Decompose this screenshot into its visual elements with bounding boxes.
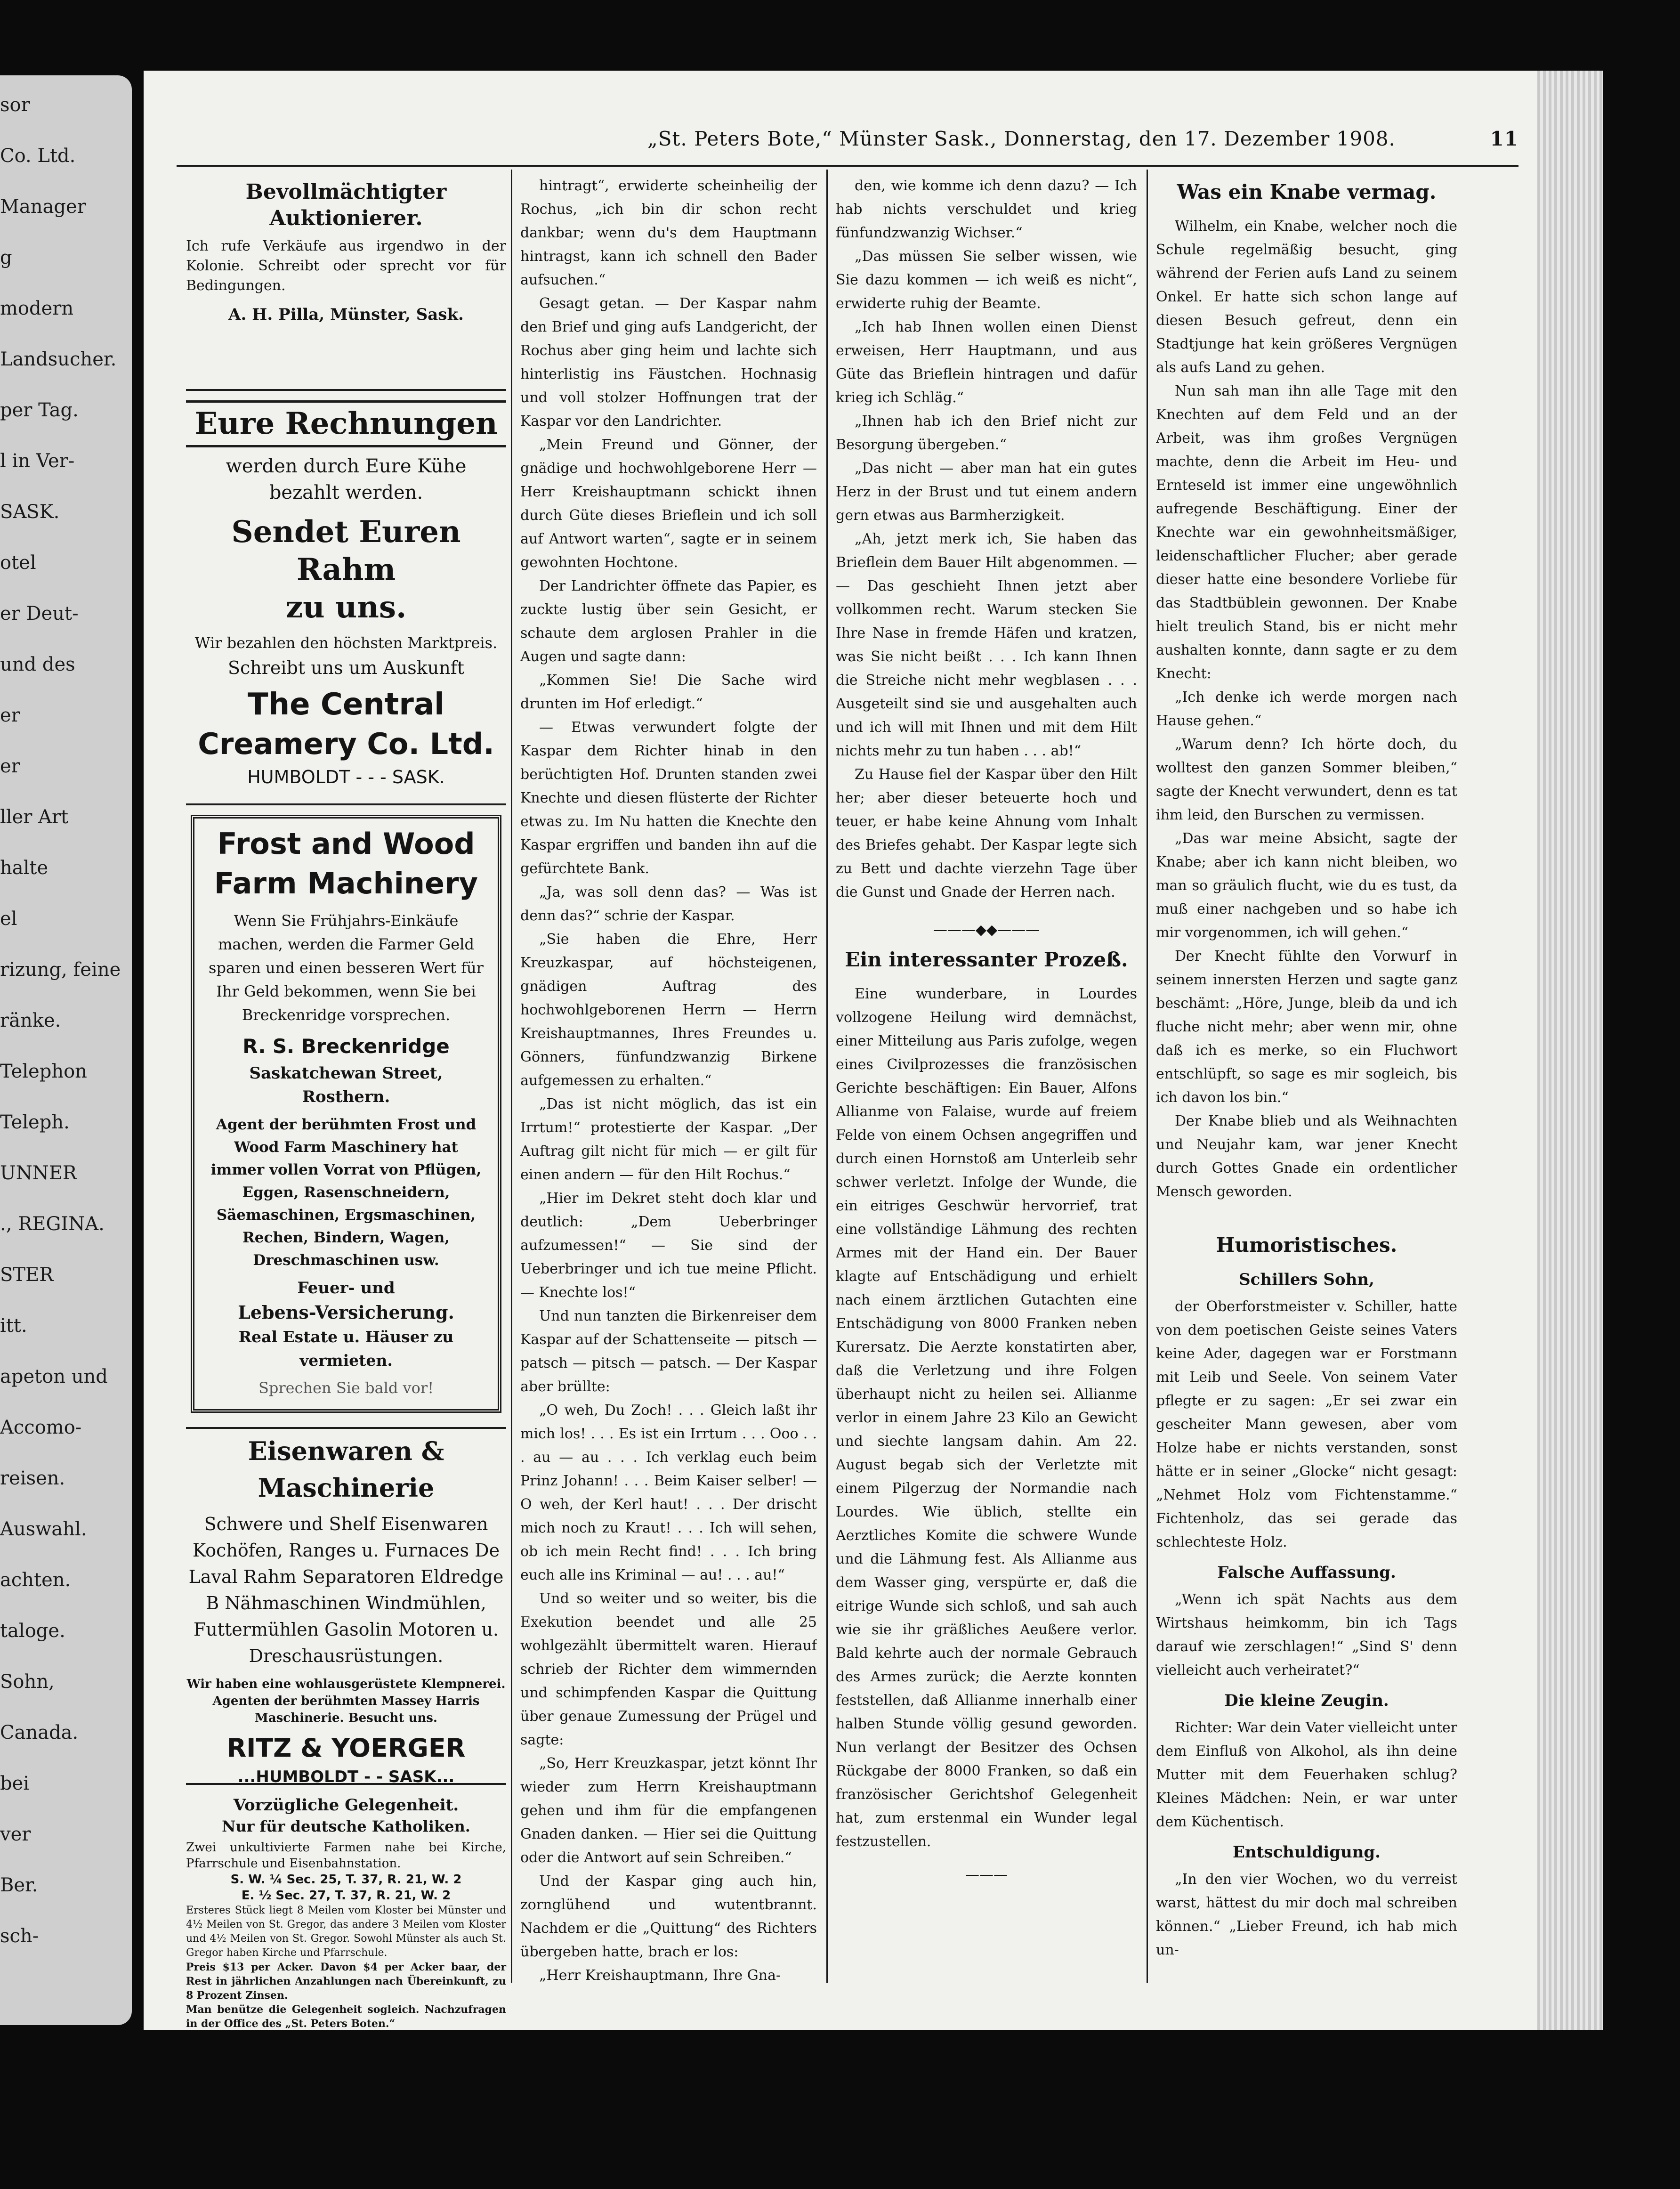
story-paragraph: „Sie haben die Ehre, Herr Kreuzkaspar, auf höchsteigenen, gnädigen Auftrag des hochwohlgeborenen Herrn — Herrn Kreishauptmannes, Ihres Freundes u. Gönners, fünfundzwanzig Birkene aufgemessen zu erhalten.“ [520, 931, 817, 1089]
humor-item-title: Entschuldigung. [1232, 1843, 1381, 1862]
ad-opportunity-lot2: E. ½ Sec. 27, T. 37, R. 21, W. 2 [241, 1889, 451, 1903]
column-rule [1147, 170, 1148, 1983]
story-paragraph: „Kommen Sie! Die Sache wird drunten im Hof erledigt.“ [520, 672, 817, 712]
left-page-text: Sohn, [0, 1671, 55, 1693]
story-paragraph: Und so weiter und so weiter, bis die Exekution beendet und alle 25 wohlgezählt übermittelt waren. Hierauf schrieb der Richter dem wimmernden und schimpfenden Kaspar die Quittung über genaue Zumessung der Prügel und sagte: [520, 1590, 817, 1748]
left-page-text: el [0, 908, 17, 930]
left-page-text: Manager [0, 196, 86, 218]
ad-creamery-line3: Wir bezahlen den höchsten Marktpreis. [194, 634, 498, 652]
humor-item-text: „Wenn ich spät Nachts aus dem Wirtshaus heimkomm, bin ich Tags darauf wie zerschlagen!“ „Sind S' denn vielleicht auch verheiratet?“ [1156, 1591, 1457, 1678]
ad-ironware [186, 1427, 506, 1785]
story-paragraph: „Ihnen hab ich den Brief nicht zur Besorgung übergeben.“ [836, 413, 1137, 453]
story-paragraph: „Mein Freund und Gönner, der gnädige und hochwohlgeborene Herr — Herr Kreishauptmann schickt ihnen durch Güte dieses Brieflein und ich soll auf Antwort warten“, sagte er in seinem gewohnten Hochtone. [520, 437, 817, 571]
left-page-fragment [0, 75, 132, 2025]
left-page-text: Landsucher. [0, 349, 117, 370]
left-page-text: ränke. [0, 1010, 61, 1031]
story-paragraph: Gesagt getan. — Der Kaspar nahm den Brief und ging aufs Landgericht, der Rochus aber ging heim und lachte sich hinterlistig ins Fäustchen. Hochnasig und voll stolzer Hoffnungen trat der Kaspar vor den Landrichter. [520, 295, 817, 430]
knabe-paragraph: Der Knabe blieb und als Weihnachten und Neujahr kam, war jener Knecht durch Gottes Gnade ein ordentlicher Mensch geworden. [1156, 1113, 1457, 1200]
page-header [511, 127, 1518, 160]
story-paragraph: den, wie komme ich denn dazu? — Ich hab nichts verschuldet und krieg fünfundzwanzig Wichser.“ [836, 178, 1137, 241]
ad-creamery [186, 400, 506, 805]
left-page-text: er [0, 705, 20, 726]
ad-opportunity [186, 1794, 506, 2030]
ad-auctioneer-title: Bevollmächtigter Auktionierer. [245, 180, 447, 230]
ad-ironware-place: ...HUMBOLDT - - SASK... [237, 1767, 455, 1786]
story-paragraph: „Hier im Dekret steht doch klar und deutlich: „Dem Ueberbringer aufzumessen!“ — Sie sind der Ueberbringer und ich tue meine Pflicht. — Knechte los!“ [520, 1190, 817, 1301]
left-page-text: Telephon [0, 1061, 87, 1082]
story-paragraph: „Ich hab Ihnen wollen einen Dienst erweisen, Herr Hauptmann, und aus Güte das Brieflein hintragen und dafür krieg ich Schläg.“ [836, 319, 1137, 406]
ad-ironware-small: Wir haben eine wohlausgerüstete Klempnerei. Agenten der berühmten Massey Harris Maschinerie. Besucht uns. [186, 1677, 506, 1725]
ad-creamery-company2: Creamery Co. Ltd. [198, 727, 494, 761]
page-edge [1537, 71, 1603, 2030]
knabe-paragraph: „Warum denn? Ich hörte doch, du wolltest den ganzen Sommer bleiben,“ sagte der Knecht verwundert, denn es tat ihm leid, den Burschen zu vermissen. [1156, 736, 1457, 823]
left-page-text: rizung, feine [0, 959, 121, 981]
ad-creamery-line2: bezahlt werden. [269, 482, 423, 503]
prozess-title: Ein interessanter Prozeß. [845, 948, 1128, 971]
story-paragraph: — Etwas verwundert folgte der Kaspar dem Richter hinab in den berüchtigten Hof. Drunten standen zwei Knechte und diesen flüsterte der Richter etwas zu. Im Nu hatten die Knechte den Kaspar ergriffen und banden ihn auf die gefürchtete Bank. [520, 719, 817, 877]
story-paragraph: Der Landrichter öffnete das Papier, es zuckte lustig über sein Gesicht, er schaute dem arglosen Prahler in die Augen und sagte dann: [520, 578, 817, 665]
ad-creamery-big2: zu uns. [285, 590, 407, 625]
left-page-text: reisen. [0, 1467, 65, 1489]
newspaper-page [144, 71, 1537, 2030]
left-page-text: und des [0, 654, 75, 675]
ad-opportunity-details: Ersteres Stück liegt 8 Meilen vom Kloster bei Münster und 4½ Meilen von St. Gregor, das andere 3 Meilen vom Kloster und 4½ Meilen von St. Gregor. Sowohl Münster als auch St. Gregor haben Kirche und Pfarrschule. [186, 1905, 506, 1959]
ad-creamery-big1: Sendet Euren Rahm [231, 514, 461, 587]
story-paragraph: Zu Hause fiel der Kaspar über den Hilt her; aber dieser beteuerte hoch und teuer, er habe keine Ahnung vom Inhalt des Briefes gehabt. Der Kaspar legte sich zu Bett und dachte vierzehn Tage über die Gunst und Gnade der Herren nach. [836, 766, 1137, 900]
story-paragraph: Und der Kaspar ging auch hin, zornglühend und wutentbrannt. Nachdem er die „Quittung“ des Richters übergeben hatte, brach er los: [520, 1873, 817, 1960]
left-page-text: halte [0, 857, 48, 879]
story-paragraph: „Ja, was soll denn das? — Was ist denn das?“ schrie der Kaspar. [520, 884, 817, 924]
humor-item-title: Die kleine Zeugin. [1224, 1691, 1389, 1710]
ad-frost-wood-estate: Real Estate u. Häuser zu vermieten. [238, 1328, 454, 1370]
left-page-text: STER [0, 1264, 54, 1286]
ad-opportunity-contact: Man benütze die Gelegenheit sogleich. Nachzufragen in der Office des „St. Peters Boten.“ [186, 2003, 506, 2030]
ad-frost-wood-name: R. S. Breckenridge [242, 1035, 450, 1058]
left-page-text: sch- [0, 1925, 39, 1947]
section-divider: ———◆◆——— [933, 922, 1040, 938]
knabe-paragraph: „Ich denke ich werde morgen nach Hause gehen.“ [1156, 689, 1457, 729]
header-rule [177, 165, 1518, 167]
ad-ironware-company: RITZ & YOERGER [226, 1733, 466, 1763]
knabe-paragraph: Wilhelm, ein Knabe, welcher noch die Schule regelmäßig besucht, ging während der Ferien aufs Land zu seinem Onkel. Er hatte sich schon lange auf diesen Besuch gefreut, denn ein Stadtjunge hat kein größeres Vergnügen als aufs Land zu gehen. [1156, 218, 1457, 376]
left-page-text: otel [0, 552, 36, 574]
knabe-paragraph: „Das war meine Absicht, sagte der Knabe; aber ich kann nicht bleiben, wo man so gräulich flucht, wie du es tust, da muß einer nachgeben und so habe ich mir vorgenommen, ich will gehen.“ [1156, 830, 1457, 941]
ad-frost-wood-insurance2: Lebens-Versicherung. [238, 1302, 454, 1323]
story-paragraph: „Ah, jetzt merk ich, Sie haben das Brieflein dem Bauer Hilt abgenommen. — — Das geschieht Ihnen jetzt aber vollkommen recht. Warum stecken Sie Ihre Nase in fremde Häfen und kratzen, was Sie nicht beißt . . . Ich kann Ihnen die Streiche nicht mehr wegblasen . . . Ausgeteilt sind sie und ausgehalten auch und ich will mit Ihnen und mit dem Hilt nichts mehr zu tun haben . . . ab!“ [836, 531, 1137, 759]
left-page-text: Ber. [0, 1874, 38, 1896]
left-page-text: per Tag. [0, 399, 79, 421]
ad-opportunity-lot1: S. W. ¼ Sec. 25, T. 37, R. 21, W. 2 [230, 1873, 462, 1887]
left-page-text: Auswahl. [0, 1518, 87, 1540]
header-date: „St. Peters Bote,“ Münster Sask., Donnerstag, den 17. Dezember 1908. [647, 127, 1396, 150]
left-page-text: Teleph. [0, 1111, 70, 1133]
left-page-text: taloge. [0, 1620, 65, 1642]
story-paragraph: hintragt“, erwiderte scheinheilig der Rochus, „ich bin dir schon recht dankbar; wenn du's dem Hauptmann hintragst, kann ich schnell den Bader aufsuchen.“ [520, 178, 817, 288]
story-paragraph: Und nun tanzten die Birkenreiser dem Kaspar auf der Schattenseite — pitsch — patsch — pitsch — patsch. — Der Kaspar aber brüllte: [520, 1308, 817, 1395]
ad-frost-wood-insurance1: Feuer- und [297, 1279, 395, 1297]
left-page-text: ller Art [0, 806, 69, 828]
column-rule [826, 170, 828, 1983]
ad-creamery-place: HUMBOLDT - - - SASK. [247, 767, 445, 787]
ad-frost-wood-title2: Farm Machinery [214, 866, 478, 900]
page-number: 11 [1490, 127, 1518, 150]
humor-item-text: „In den vier Wochen, wo du verreist warst, hättest du mir doch mal schreiben können.“ „Lieber Freund, ich hab mich un- [1156, 1871, 1457, 1958]
left-page-text: sor [0, 94, 30, 116]
left-page-text: g [0, 247, 12, 268]
ad-ironware-title: Eisenwaren & Maschinerie [248, 1436, 444, 1503]
left-page-text: Co. Ltd. [0, 145, 76, 167]
column-rule [511, 170, 512, 1983]
ad-opportunity-subtitle: Nur für deutsche Katholiken. [222, 1817, 470, 1835]
left-page-text: Accomo- [0, 1417, 82, 1438]
ad-auctioneer-body: Ich rufe Verkäufe aus irgendwo in der Kolonie. Schreibt oder sprecht vor für Bedingungen. [186, 238, 506, 294]
story-column-4 [1156, 174, 1457, 2058]
story-paragraph: „So, Herr Kreuzkaspar, jetzt könnt Ihr wieder zum Herrn Kreishauptmann gehen und ihm für die empfangenen Gnaden danken. — Hier sei die Quittung oder die Antwort auf sein Schreiben.“ [520, 1755, 817, 1866]
ad-creamery-title: Eure Rechnungen [186, 400, 506, 447]
left-page-text: apeton und [0, 1366, 108, 1387]
left-page-text: Canada. [0, 1722, 79, 1743]
knabe-paragraph: Der Knecht fühlte den Vorwurf in seinem innersten Herzen und sagte ganz beschämt: „Höre, Junge, bleib da und ich fluche nicht mehr; aber wenn mir, ohne daß ich es merke, so ein Fluchwort entschlüpft, so sage es mir sogleich, bis ich davon los bin.“ [1156, 948, 1457, 1106]
ad-frost-wood-agent: Agent der berühmten Frost und Wood Farm Maschinery hat immer vollen Vorrat von Pflügen, Eggen, Rasenschneidern, Säemaschinen, Ergsmaschinen, Rechen, Bindern, Wagen, Dreschmaschinen usw. [210, 1116, 482, 1269]
story-column-2 [520, 174, 817, 2058]
left-page-text: ., REGINA. [0, 1213, 105, 1235]
ad-creamery-line1: werden durch Eure Kühe [226, 455, 467, 477]
story-paragraph: „Herr Kreishauptmann, Ihre Gna- [539, 1967, 781, 1984]
ad-frost-wood-footer: Sprechen Sie bald vor! [258, 1379, 434, 1397]
story-column-3 [836, 174, 1137, 2058]
section-end-rule: ——— [965, 1866, 1008, 1883]
ad-opportunity-title: Vorzügliche Gelegenheit. [233, 1796, 459, 1815]
left-page-text: modern [0, 298, 74, 319]
ad-creamery-line4: Schreibt uns um Auskunft [227, 657, 465, 678]
prozess-text: Eine wunderbare, in Lourdes vollzogene Heilung wird demnächst, einer Mitteilung aus Paris zufolge, wegen eines Civilprozesses die französischen Gerichte beschäftigen: Ein Bauer, Alfons Allianme von Falaise, wurde auf freiem Felde von einem Ochsen angegriffen und durch einen Hornstoß am Unterleib sehr schwer verletzt. Infolge der Wunde, die ein eitriges Geschwür hervorrief, trat eine vollständige Lähmung des rechten Armes mit der Hand ein. Der Bauer klagte auf Entschädigung und erhielt nach einem ärztlichen Gutachten eine Entschädigung von 8000 Franken neben Kurersatz. Die Aerzte konstatirten aber, daß die Verletzung und ihre Folgen überhaupt nicht zu heilen sei. Allianme verlor in einem Jahre 23 Kilo an Gewicht und siechte langsam dahin. Am 22. August begab sich der Verletzte mit einem Pilgerzug der Normandie nach Lourdes. Wie üblich, stellte ein Aerztliches Komite die schwere Wunde und die Lähmung fest. Als Allianme aus dem Wasser ging, verspürte er, daß die eitrige Wunde sich schloß, und sah auch wie sie ihr gräßliches Aeußere verlor. Bald kehrte auch der normale Gebrauch des Armes zurück; die Aerzte konnten feststellen, daß Allianme innerhalb einer halben Stunde völlig gesund geworden. Nun verlangt der Besitzer des Ochsen Rückgabe der 8000 Franken, so daß ein französischer Gerichtshof Gelegenheit hat, zum erstenmal ein Wunder legal festzustellen. [836, 986, 1137, 1850]
left-page-text: l in Ver- [0, 450, 75, 472]
left-page-text: SASK. [0, 501, 60, 523]
left-page-text: UNNER [0, 1162, 77, 1184]
ad-opportunity-price: Preis $13 per Acker. Davon $4 per Acker baar, der Rest in jährlichen Anzahlungen nach Übereinkunft, zu 8 Prozent Zinsen. [186, 1961, 506, 2002]
ad-frost-wood [205, 824, 487, 1403]
humor-item-title: Falsche Auffassung. [1217, 1563, 1396, 1582]
left-page-text: itt. [0, 1315, 27, 1337]
ad-auctioneer [186, 179, 506, 391]
left-page-text: er Deut- [0, 603, 79, 624]
story-paragraph: „Das müssen Sie selber wissen, wie Sie dazu kommen — ich weiß es nicht“, erwiderte ruhig der Beamte. [836, 248, 1137, 312]
ad-opportunity-intro: Zwei unkultivierte Farmen nahe bei Kirche, Pfarrschule und Eisenbahnstation. [186, 1840, 506, 1871]
ad-ironware-body: Schwere und Shelf Eisenwaren Kochöfen, Ranges u. Furnaces De Laval Rahm Separatoren Eldredge B Nähmaschinen Windmühlen, Futtermühlen Gasolin Motoren u. Dreschausrüstungen. [188, 1514, 504, 1666]
ad-creamery-company1: The Central [247, 687, 445, 722]
knabe-title: Was ein Knabe vermag. [1177, 180, 1437, 203]
story-paragraph: „Das nicht — aber man hat ein gutes Herz in der Brust und tut einem andern gern etwas aus Barmherzigkeit. [836, 460, 1137, 524]
ad-frost-wood-title1: Frost and Wood [217, 827, 475, 861]
story-paragraph: „O weh, Du Zoch! . . . Gleich laßt ihr mich los! . . . Es ist ein Irrtum . . . Ooo . . . au — au . . . Ich verklag euch beim Prinz Johann! . . . Beim Kaiser selber! — O weh, der Kerl haut! . . . Der drischt mich noch zu Kraut! . . . Ich will sehen, ob ich mein Recht find! . . . Ich bring euch alle ins Kriminal — au! . . . au!“ [520, 1402, 817, 1583]
ad-frost-wood-body: Wenn Sie Frühjahrs-Einkäufe machen, werden die Farmer Geld sparen und einen besseren Wert für Ihr Geld bekommen, wenn Sie bei Breckenridge vorsprechen. [209, 912, 484, 1024]
knabe-paragraph: Nun sah man ihn alle Tage mit den Knechten auf dem Feld und an der Arbeit, was ihm großes Vergnügen machte, denn die Arbeit im Heu- und Ernteseld ist immer eine ungewöhnlich aufregende Beschäftigung. Einer der Knechte war ein gewohnheitsmäßiger, leidenschaftlicher Flucher; aber gerade dieser hatte eine besondere Vorliebe für das Stadtbüblein gewonnen. Der Knabe hielt treulich Stand, bis er nicht mehr aushalten konnte, dann sagte er zu dem Knecht: [1156, 383, 1457, 682]
humor-title: Humoristisches. [1216, 1233, 1397, 1257]
humor-item-title: Schillers Sohn, [1239, 1270, 1374, 1289]
story-paragraph: „Das ist nicht möglich, das ist ein Irrtum!“ protestierte der Kaspar. „Der Auftrag gilt nicht für mich — er gilt für einen andern — für den Hilt Rochus.“ [520, 1096, 817, 1183]
left-page-text: ver [0, 1824, 31, 1845]
humor-item-text: Richter: War dein Vater vielleicht unter dem Einfluß von Alkohol, als ihn deine Mutter mit dem Feuerhaken schlug? Kleines Mädchen: Nein, er war unter dem Küchentisch. [1156, 1719, 1457, 1830]
ad-frost-wood-address: Saskatchewan Street, Rosthern. [249, 1064, 443, 1106]
left-page-text: er [0, 755, 20, 777]
left-page-text: achten. [0, 1569, 71, 1591]
ad-auctioneer-signature: A. H. Pilla, Münster, Sask. [228, 305, 464, 324]
humor-item-text: der Oberforstmeister v. Schiller, hatte von dem poetischen Geiste seines Vaters keine Ader, dagegen war er Forstmann mit Leib und Seele. Von seinem Vater pflegte er zu sagen: „Er sei zwar ein gescheiter Mann gewesen, aber vom Holze habe er nichts verstanden, sonst hätte er in seiner „Glocke“ nicht gesagt: „Nehmet Holz vom Fichtenstamme.“ Fichtenholz, das sei gerade das schlechteste Holz. [1156, 1298, 1457, 1550]
left-page-text: bei [0, 1773, 30, 1794]
